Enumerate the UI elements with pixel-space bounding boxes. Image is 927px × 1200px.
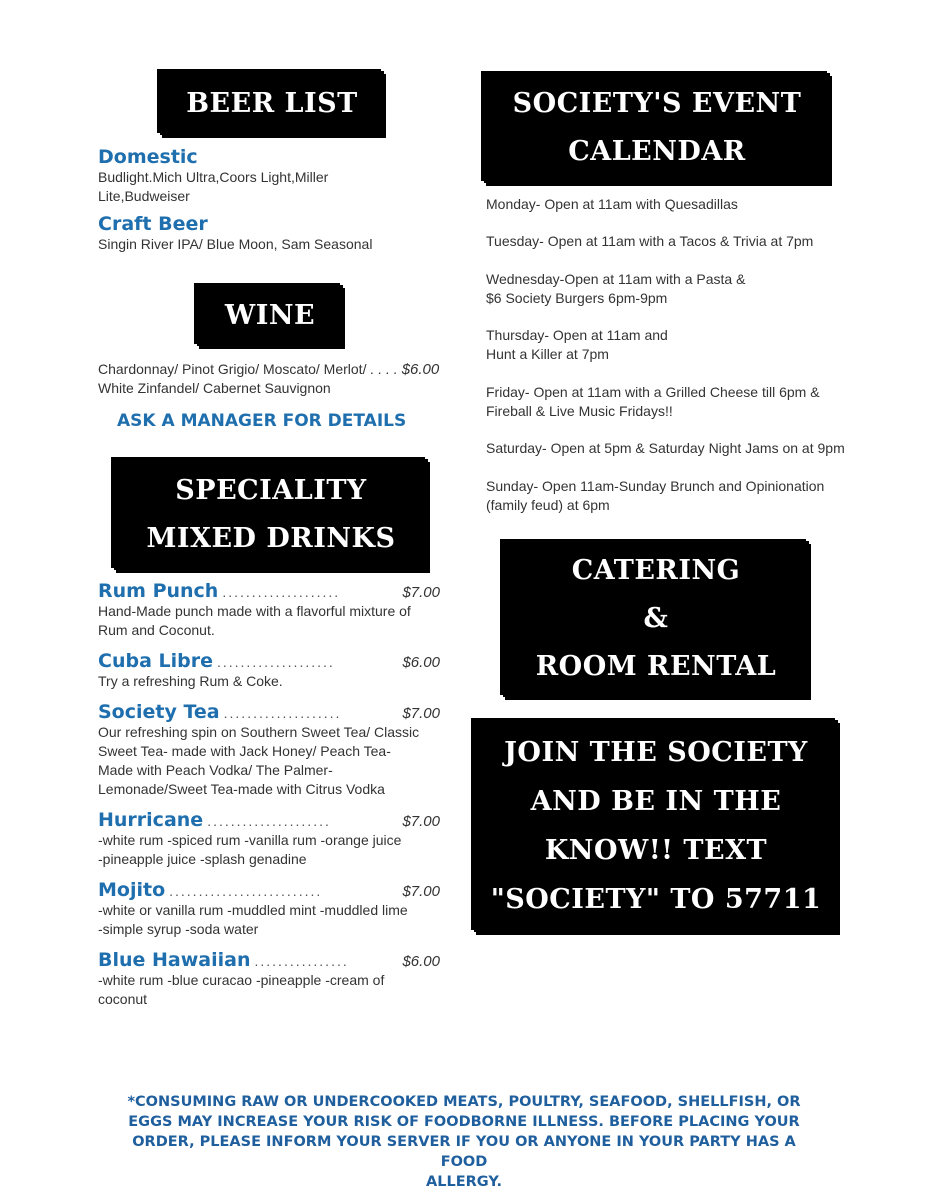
drink-name: Blue Hawaiian [98,949,251,971]
drinks-list [98,580,444,1009]
wine-price: $6.00 [401,361,440,378]
wine-title: WINE [224,300,316,331]
join-line-3: KNOW!! TEXT [544,835,768,866]
domestic-desc-1: Budlight.Mich Ultra,Coors Light,Miller [98,169,329,185]
wine-line-2: White Zinfandel/ Cabernet Sauvignon [98,380,331,396]
event-calendar-title-2: CALENDAR [568,136,746,167]
drink-price: $7.00 [402,813,440,830]
drink-price: $7.00 [402,705,440,722]
drink-desc: coconut [98,991,148,1007]
drink-desc: Our refreshing spin on Southern Sweet Tea/ Classic [98,724,420,740]
drink-dots: ..................... [207,813,331,829]
drink-name: Society Tea [98,701,220,723]
catering-line-2: & [643,603,669,634]
drink-desc: -simple syrup -soda water [98,921,259,937]
drink-desc: -white rum -blue curacao -pineapple -cream of [98,972,385,988]
wine-line-1: Chardonnay/ Pinot Grigio/ Moscato/ Merlot/ [98,361,367,377]
drink-dots: .......................... [169,883,323,899]
event-monday: Monday- Open at 11am with Quesadillas [486,196,738,212]
domestic-heading: Domestic [98,146,198,168]
mixed-drinks-title-1: SPECIALITY [175,474,367,506]
event-sunday [486,477,846,515]
event-thursday [486,326,846,364]
mixed-drinks-title-2: MIXED DRINKS [146,522,396,554]
drink-desc: -white or vanilla rum -muddled mint -muddled lime [98,902,408,918]
event-calendar-banner [487,76,827,180]
event-friday-line-1: Friday- Open at 11am with a Grilled Cheese till 6pm & [486,384,820,400]
drink-price: $7.00 [402,584,440,601]
beer-list-title: BEER LIST [186,87,358,119]
drink-desc: Try a refreshing Rum & Coke. [98,673,283,689]
drink-item [98,879,444,939]
craft-beer-heading: Craft Beer [98,213,208,235]
drink-item [98,809,444,869]
join-line-4: "SOCIETY" TO 57711 [490,884,822,915]
mixed-drinks-banner [117,462,425,567]
beer-section [98,146,438,254]
event-friday [486,383,856,421]
drink-name: Rum Punch [98,580,219,602]
event-tuesday: Tuesday- Open at 11am with a Tacos & Trivia at 7pm [486,233,814,249]
event-calendar-title-1: SOCIETY'S EVENT [512,88,802,119]
event-wednesday-line-1: Wednesday-Open at 11am with a Pasta & [486,271,746,287]
ask-manager-text: ASK A MANAGER FOR DETAILS [117,411,407,431]
drink-desc: Lemonade/Sweet Tea-made with Citrus Vodka [98,781,385,797]
catering-line-3: ROOM RENTAL [535,651,777,682]
drink-item [98,701,444,799]
drink-desc: Sweet Tea- made with Jack Honey/ Peach Tea- [98,743,391,759]
drink-name: Mojito [98,879,166,901]
event-friday-line-2: Fireball & Live Music Fridays!! [486,403,673,419]
domestic-desc-2: Lite,Budweiser [98,188,190,204]
notice-line-1: *CONSUMING RAW OR UNDERCOOKED MEATS, POULTRY, SEAFOOD, SHELLFISH, OR [127,1094,801,1110]
wine-dots: . . . . [370,361,398,377]
drink-item [98,580,444,640]
join-line-2: AND BE IN THE [530,786,782,817]
drink-desc: Made with Peach Vodka/ The Palmer- [98,762,333,778]
event-saturday: Saturday- Open at 5pm & Saturday Night Jams on at 9pm [486,440,845,456]
wine-section [98,360,444,398]
drink-desc: -white rum -spiced rum -vanilla rum -orange juice [98,832,402,848]
event-thursday-line-1: Thursday- Open at 11am and [486,327,668,343]
notice-line-2: EGGS MAY INCREASE YOUR RISK OF FOODBORNE ILLNESS. BEFORE PLACING YOUR [128,1114,800,1130]
drink-desc: -pineapple juice -splash genadine [98,851,307,867]
event-wednesday-line-2: $6 Society Burgers 6pm-9pm [486,290,668,306]
join-society-banner [477,723,835,929]
catering-banner [506,544,806,694]
drink-dots: .................... [222,584,341,600]
craft-beer-desc: Singin River IPA/ Blue Moon, Sam Seasonal [98,236,373,252]
event-thursday-line-2: Hunt a Killer at 7pm [486,346,609,362]
drink-item [98,949,444,1009]
catering-line-1: CATERING [571,555,741,586]
drink-dots: .................... [216,654,335,670]
wine-banner [200,288,340,343]
drink-name: Hurricane [98,809,204,831]
notice-line-3: ORDER, PLEASE INFORM YOUR SERVER IF YOU OR ANYONE IN YOUR PARTY HAS A FOOD [132,1134,796,1170]
drink-price: $6.00 [402,654,440,671]
event-wednesday [486,270,846,308]
event-sunday-line-2: (family feud) at 6pm [486,497,610,513]
drink-dots: ................ [254,953,349,969]
drink-name: Cuba Libre [98,650,213,672]
notice-line-4: ALLERGY. [426,1174,502,1190]
beer-list-banner [163,74,381,132]
event-sunday-line-1: Sunday- Open 11am-Sunday Brunch and Opinionation [486,478,825,494]
drink-dots: .................... [223,705,342,721]
drink-price: $6.00 [402,953,440,970]
drink-item [98,650,444,691]
join-line-1: JOIN THE SOCIETY [504,737,808,768]
food-allergy-notice [110,1092,818,1192]
drink-desc: Rum and Coconut. [98,622,215,638]
drink-price: $7.00 [402,883,440,900]
drink-desc: Hand-Made punch made with a flavorful mixture of [98,603,411,619]
